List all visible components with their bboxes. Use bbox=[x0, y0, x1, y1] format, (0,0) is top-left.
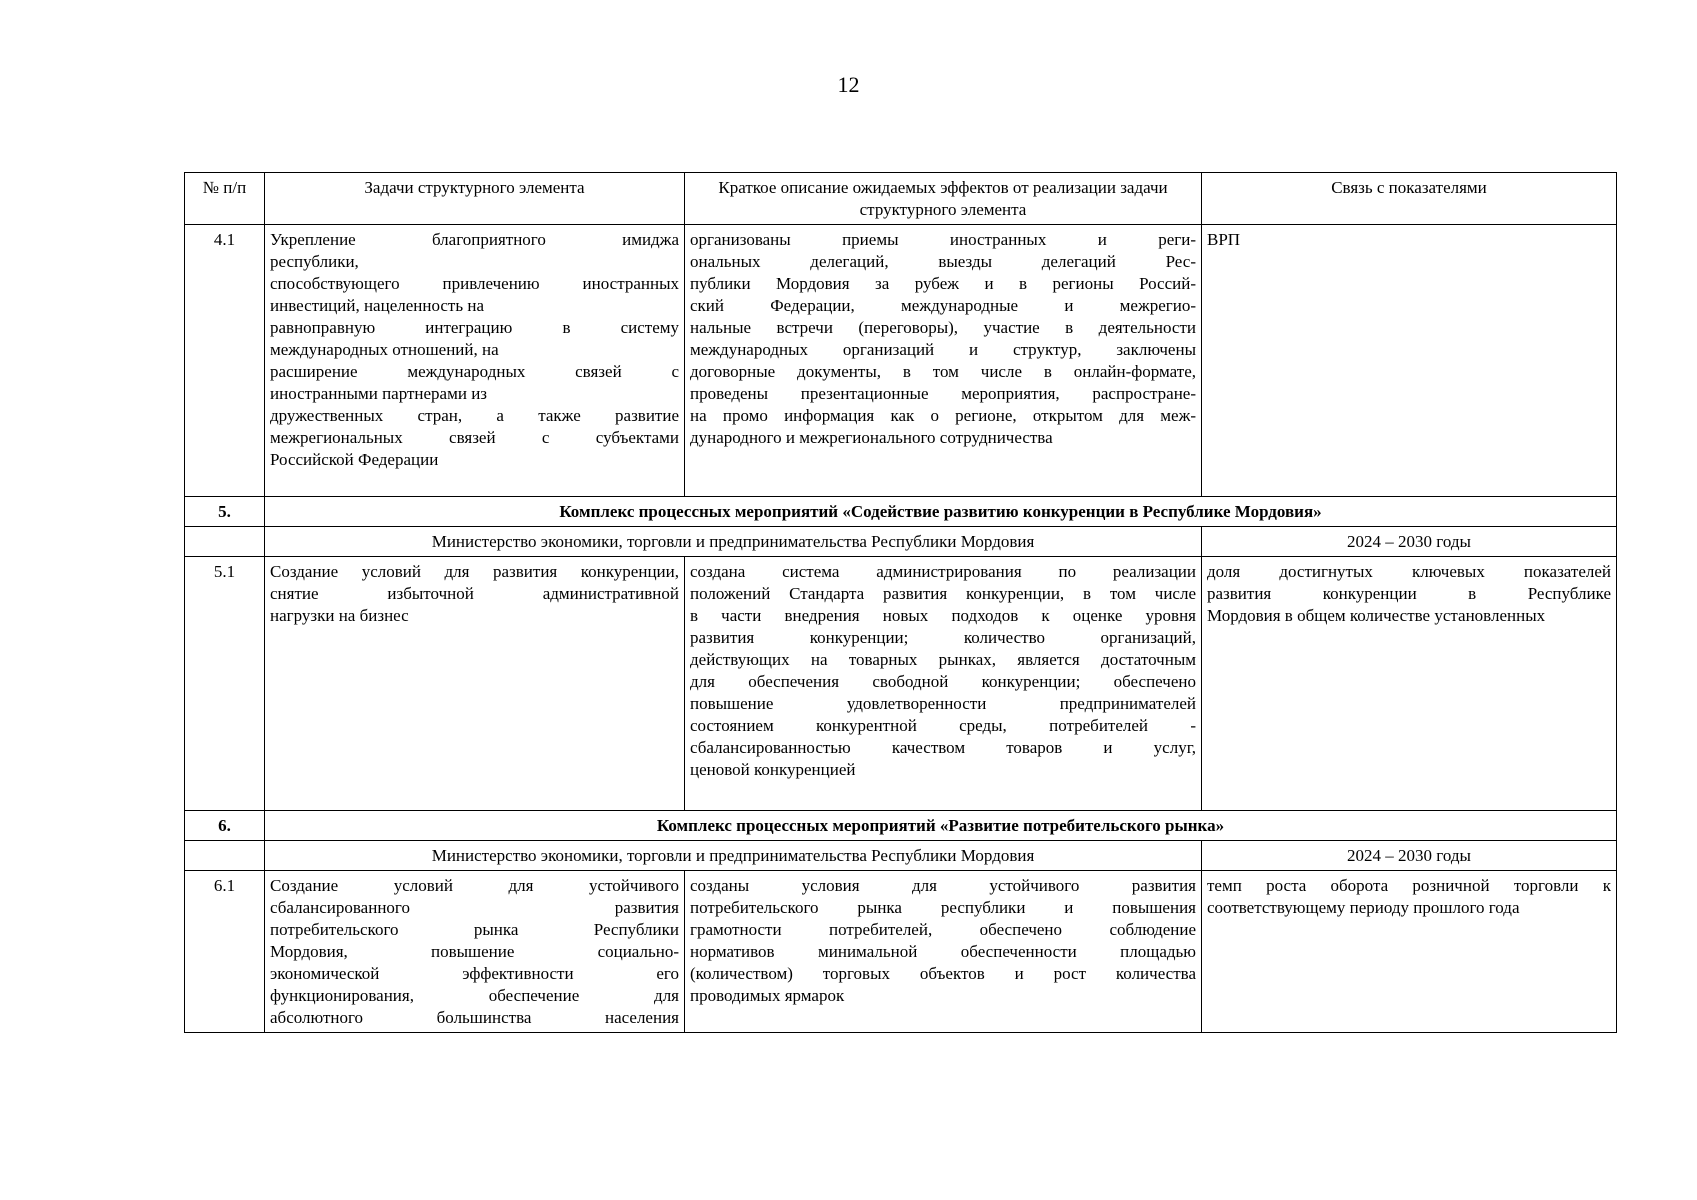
effect-line: международных организаций и структур, заключены bbox=[690, 340, 1196, 359]
effect-line: потребительского рынка республики и повышения bbox=[690, 898, 1196, 917]
task-line: межрегиональных связей с субъектами bbox=[270, 428, 679, 447]
effect-line: (количеством) торговых объектов и рост количества bbox=[690, 964, 1196, 983]
effect-line: на промо информация как о регионе, открытом для меж- bbox=[690, 406, 1196, 425]
task-line: дружественных стран, а также развитие bbox=[270, 406, 679, 425]
effect-line: ский Федерации, международные и межрегио- bbox=[690, 296, 1196, 315]
row-number: 5.1 bbox=[185, 557, 265, 811]
effect-line: состоянием конкурентной среды, потребителей - bbox=[690, 716, 1196, 735]
empty-cell bbox=[185, 527, 265, 557]
table-row-5-1 bbox=[185, 557, 1617, 811]
effect-cell bbox=[685, 225, 1202, 497]
effect-line: публики Мордовия за рубеж и в регионы Россий- bbox=[690, 274, 1196, 293]
header-number: № п/п bbox=[185, 173, 265, 225]
task-line: равноправную интеграцию в систему bbox=[270, 318, 679, 337]
task-line: инвестиций, нацеленность на bbox=[270, 296, 485, 315]
header-effects: Краткое описание ожидаемых эффектов от реализации задачи структурного элемента bbox=[685, 173, 1202, 225]
task-line: иностранными партнерами из bbox=[270, 384, 488, 403]
task-line: способствующего привлечению иностранных bbox=[270, 274, 679, 293]
effect-line: действующих на товарных рынках, является достаточным bbox=[690, 650, 1196, 669]
section-5-responsible-row bbox=[185, 527, 1617, 557]
page-number: 12 bbox=[837, 72, 860, 97]
effect-line: для обеспечения свободной конкуренции; обеспечено bbox=[690, 672, 1196, 691]
section-title: Комплекс процессных мероприятий «Содействие развитию конкуренции в Республике Мордовия» bbox=[265, 497, 1617, 527]
task-line: Мордовия, повышение социально- bbox=[270, 942, 679, 961]
indicator-line: доля достигнутых ключевых показателей bbox=[1207, 562, 1611, 581]
section-number: 6. bbox=[185, 811, 265, 841]
section-number: 5. bbox=[185, 497, 265, 527]
implementation-period: 2024 – 2030 годы bbox=[1202, 841, 1617, 871]
task-cell bbox=[265, 225, 685, 497]
effect-line: договорные документы, в том числе в онлайн-формате, bbox=[690, 362, 1196, 381]
effect-line: сбалансированностью качеством товаров и услуг, bbox=[690, 738, 1196, 757]
task-line: функционирования, обеспечение для bbox=[270, 986, 679, 1005]
task-line: сбалансированного развития bbox=[270, 898, 679, 917]
section-5-row bbox=[185, 497, 1617, 527]
indicator-line: соответствующему периоду прошлого года bbox=[1207, 898, 1520, 917]
effect-line: повышение удовлетворенности предпринимателей bbox=[690, 694, 1196, 713]
program-table bbox=[184, 172, 1617, 1033]
indicator-cell bbox=[1202, 871, 1617, 1033]
effect-line: положений Стандарта развития конкуренции, в том числе bbox=[690, 584, 1196, 603]
effect-line: дународного и межрегионального сотрудничества bbox=[690, 428, 1053, 447]
task-line: потребительского рынка Республики bbox=[270, 920, 679, 939]
indicator-line: развития конкуренции в Республике bbox=[1207, 584, 1611, 603]
section-6-responsible-row bbox=[185, 841, 1617, 871]
task-line: снятие избыточной административной bbox=[270, 584, 679, 603]
table-row-6-1 bbox=[185, 871, 1617, 1033]
header-indicators: Связь с показателями bbox=[1202, 173, 1617, 225]
section-title: Комплекс процессных мероприятий «Развитие потребительского рынка» bbox=[265, 811, 1617, 841]
task-line: республики, bbox=[270, 252, 359, 271]
implementation-period: 2024 – 2030 годы bbox=[1202, 527, 1617, 557]
effect-line: нальные встречи (переговоры), участие в деятельности bbox=[690, 318, 1196, 337]
task-line: абсолютного большинства населения bbox=[270, 1008, 679, 1027]
indicator-cell bbox=[1202, 557, 1617, 811]
header-tasks: Задачи структурного элемента bbox=[265, 173, 685, 225]
responsible-ministry: Министерство экономики, торговли и предпринимательства Республики Мордовия bbox=[265, 527, 1202, 557]
effect-cell bbox=[685, 557, 1202, 811]
table-header-row bbox=[185, 173, 1617, 225]
indicator-line: темп роста оборота розничной торговли к bbox=[1207, 876, 1611, 895]
table-row-4-1 bbox=[185, 225, 1617, 497]
effect-line: проведены презентационные мероприятия, распростране- bbox=[690, 384, 1196, 403]
task-line: экономической эффективности его bbox=[270, 964, 679, 983]
task-line: нагрузки на бизнес bbox=[270, 606, 409, 625]
indicator-line: Мордовия в общем количестве установленных bbox=[1207, 606, 1546, 625]
row-number: 4.1 bbox=[185, 225, 265, 497]
effect-line: ценовой конкуренцией bbox=[690, 760, 856, 779]
effect-line: в части внедрения новых подходов к оценке уровня bbox=[690, 606, 1196, 625]
effect-line: грамотности потребителей, обеспечено соблюдение bbox=[690, 920, 1196, 939]
effect-line: нормативов минимальной обеспеченности площадью bbox=[690, 942, 1196, 961]
empty-cell bbox=[185, 841, 265, 871]
effect-line: проводимых ярмарок bbox=[690, 986, 845, 1005]
effect-line: созданы условия для устойчивого развития bbox=[690, 876, 1196, 895]
task-cell bbox=[265, 557, 685, 811]
task-line: Российской Федерации bbox=[270, 450, 439, 469]
task-line: расширение международных связей с bbox=[270, 362, 679, 381]
effect-line: создана система администрирования по реализации bbox=[690, 562, 1196, 581]
effect-cell bbox=[685, 871, 1202, 1033]
effect-line: развития конкуренции; количество организаций, bbox=[690, 628, 1196, 647]
responsible-ministry: Министерство экономики, торговли и предпринимательства Республики Мордовия bbox=[265, 841, 1202, 871]
indicator-cell: ВРП bbox=[1202, 225, 1617, 497]
task-line: Создание условий для развития конкуренции, bbox=[270, 562, 679, 581]
task-cell bbox=[265, 871, 685, 1033]
effect-line: ональных делегаций, выезды делегаций Рес- bbox=[690, 252, 1196, 271]
task-line: Создание условий для устойчивого bbox=[270, 876, 679, 895]
task-line: международных отношений, на bbox=[270, 340, 499, 359]
row-number: 6.1 bbox=[185, 871, 265, 1033]
section-6-row bbox=[185, 811, 1617, 841]
task-line: Укрепление благоприятного имиджа bbox=[270, 230, 679, 249]
effect-line: организованы приемы иностранных и реги- bbox=[690, 230, 1196, 249]
